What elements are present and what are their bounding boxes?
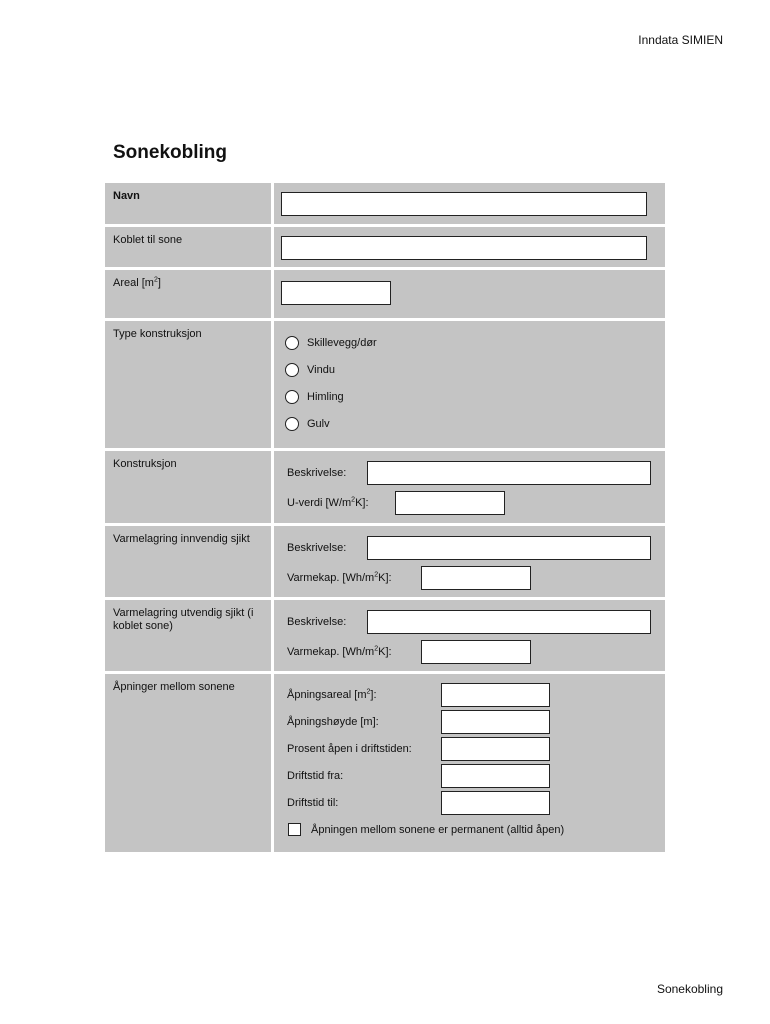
row-varmelagring-utvendig (105, 597, 665, 671)
innvendig-varmekap-input[interactable] (421, 566, 531, 590)
beskrivelse-label: Beskrivelse: (287, 467, 347, 479)
driftstid-fra-input[interactable] (441, 764, 550, 788)
row-koblet-til-sone (105, 224, 665, 267)
radio-gulv[interactable] (285, 417, 299, 431)
areal-input[interactable] (281, 281, 391, 305)
varmekap-label: Varmekap. $[Wh/m^2K]$: (287, 571, 392, 584)
radio-himling[interactable] (285, 390, 299, 404)
uverdi-input[interactable] (395, 491, 505, 515)
permanent-option[interactable] (287, 816, 652, 843)
konstruksjon-beskrivelse-input[interactable] (367, 461, 651, 485)
konstruksjon-label: Konstruksjon (105, 451, 271, 523)
footer-doc-label: Sonekobling (656, 982, 723, 996)
driftstid-til-label: Driftstid til: (287, 796, 339, 809)
navn-label: Navn (105, 183, 271, 224)
varmelagring-innvendig-label: Varmelagring innvendig sjikt (105, 526, 271, 597)
beskrivelse-label: Beskrivelse: (287, 542, 347, 554)
uverdi-label: U-verdi $[W/m^2K]$: (287, 496, 369, 509)
apningshoyde-label: Åpningshøyde [m]: (287, 715, 379, 728)
radio-vindu[interactable] (285, 363, 299, 377)
radio-skillevegg[interactable] (285, 336, 299, 350)
option-vindu[interactable] (287, 356, 652, 383)
permanent-checkbox[interactable] (288, 823, 301, 836)
option-label: Himling (307, 390, 344, 403)
row-navn (105, 183, 665, 224)
apningsareal-label: Åpningsareal $[m^2]$: (287, 687, 377, 701)
row-apninger (105, 671, 665, 852)
option-gulv[interactable] (287, 410, 652, 437)
row-konstruksjon (105, 448, 665, 523)
beskrivelse-label: Beskrivelse: (287, 616, 347, 628)
option-label: Skillevegg/dør (307, 336, 377, 349)
permanent-label: Åpningen mellom sonene er permanent (alltid åpen) (311, 823, 565, 836)
varmelagring-utvendig-label: Varmelagring utvendig sjikt (i koblet sone) (105, 600, 271, 671)
apningsareal-input[interactable] (441, 683, 550, 707)
koblet-til-sone-input[interactable] (281, 236, 647, 260)
innvendig-beskrivelse-input[interactable] (367, 536, 651, 560)
prosent-apen-input[interactable] (441, 737, 550, 761)
utvendig-varmekap-input[interactable] (421, 640, 531, 664)
option-label: Vindu (307, 363, 335, 376)
koblet-til-sone-label: Koblet til sone (105, 227, 271, 267)
row-type-konstruksjon (105, 318, 665, 448)
prosent-apen-label: Prosent åpen i driftstiden: (287, 742, 412, 755)
row-varmelagring-innvendig (105, 523, 665, 597)
type-konstruksjon-label: Type konstruksjon (105, 321, 271, 448)
option-skillevegg[interactable] (287, 329, 652, 356)
areal-label: Areal $[m^2]$ (105, 270, 271, 318)
row-areal (105, 267, 665, 318)
navn-input[interactable] (281, 192, 647, 216)
apningshoyde-input[interactable] (441, 710, 550, 734)
driftstid-til-input[interactable] (441, 791, 550, 815)
page-title: Sonekobling (113, 142, 227, 163)
apninger-label: Åpninger mellom sonene (105, 674, 271, 852)
option-label: Gulv (307, 417, 330, 430)
utvendig-beskrivelse-input[interactable] (367, 610, 651, 634)
header-doc-label: Inndata SIMIEN (638, 33, 723, 47)
option-himling[interactable] (287, 383, 652, 410)
varmekap-label: Varmekap. $[Wh/m^2K]$: (287, 645, 392, 658)
sonekobling-form (105, 183, 665, 852)
driftstid-fra-label: Driftstid fra: (287, 769, 344, 782)
